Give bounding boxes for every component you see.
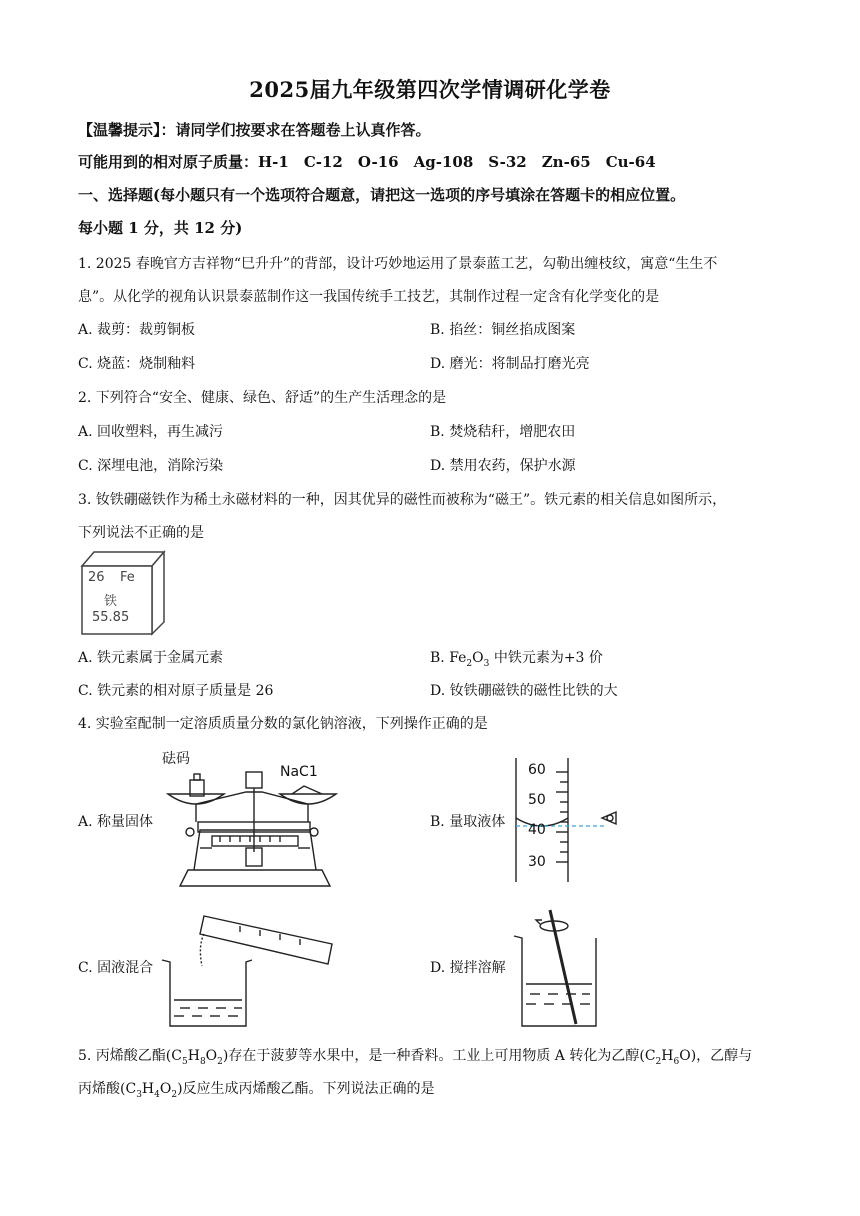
weight-label: 砝码 <box>162 751 190 767</box>
cylinder-drawing <box>506 756 626 884</box>
q3-option-b: B. $Fe_2O_3$ 中铁元素为+3 价 <box>430 650 603 669</box>
q3-stem-line1: 3. 钕铁硼磁铁作为稀土永磁材料的一种，因其优异的磁性而被称为“磁王”。铁元素的相关信息如图所示， <box>78 492 727 508</box>
q4-option-c: C. 固液混合 <box>78 960 154 976</box>
section-heading-line2: 每小题 1 分，共 12 分) <box>78 219 243 237</box>
q4-stem: 4. 实验室配制一定溶质质量分数的氯化钠溶液，下列操作正确的是 <box>78 716 488 732</box>
q3-option-a: A. 铁元素属于金属元素 <box>78 650 224 666</box>
q1-option-d: D. 磨光：将制品打磨光亮 <box>430 356 590 372</box>
q4-option-a: A. 称量固体 <box>78 814 154 830</box>
cylinder-figure <box>506 756 626 884</box>
exam-title: 2025届九年级第四次学情调研化学卷 <box>249 77 611 102</box>
element-atomic-number: 26 <box>88 570 105 585</box>
cylinder-tick-50: 50 <box>528 792 546 808</box>
balance-figure <box>160 748 340 890</box>
q4-option-b: B. 量取液体 <box>430 814 506 830</box>
element-symbol: Fe <box>120 570 135 585</box>
q3-option-c: C. 铁元素的相对原子质量是 26 <box>78 683 274 699</box>
q1-option-a: A. 裁剪：裁剪铜板 <box>78 322 196 338</box>
q1-stem-line2: 息”。从化学的视角认识景泰蓝制作这一我国传统手工技艺，其制作过程一定含有化学变化的是 <box>78 289 660 305</box>
q1-option-c: C. 烧蓝：烧制釉料 <box>78 356 196 372</box>
pouring-figure <box>160 904 340 1030</box>
q2-option-d: D. 禁用农药，保护水源 <box>430 458 576 474</box>
q2-option-c: C. 深埋电池，消除污染 <box>78 458 224 474</box>
pouring-drawing <box>160 904 340 1030</box>
nacl-label: NaC1 <box>280 764 318 780</box>
q2-option-b: B. 焚烧秸秆，增肥农田 <box>430 424 576 440</box>
element-name: 铁 <box>104 594 118 609</box>
element-cell-figure <box>80 548 166 636</box>
q3-option-d: D. 钕铁硼磁铁的磁性比铁的大 <box>430 683 618 699</box>
cylinder-tick-30: 30 <box>528 854 546 870</box>
stirring-figure <box>510 906 610 1030</box>
q3-stem-line2: 下列说法不正确的是 <box>78 525 204 541</box>
q5-stem-line2: 丙烯酸$(C_3H_4O_2)$反应生成丙烯酸乙酯。下列说法正确的是 <box>78 1081 435 1100</box>
q4-option-d: D. 搅拌溶解 <box>430 960 506 976</box>
q1-stem-line1: 1. 2025 春晚官方吉祥物“巳升升”的背部，设计巧妙地运用了景泰蓝工艺，勾勒出缠枝纹，寓意“生生不 <box>78 256 718 272</box>
element-mass: 55.85 <box>92 610 130 625</box>
q2-option-a: A. 回收塑料，再生减污 <box>78 424 224 440</box>
cylinder-tick-60: 60 <box>528 762 546 778</box>
q2-stem: 2. 下列符合“安全、健康、绿色、舒适”的生产生活理念的是 <box>78 390 447 406</box>
tip-text: 【温馨提示】：请同学们按要求在答题卷上认真作答。 <box>78 121 431 139</box>
section-heading-line1: 一、选择题(每小题只有一个选项符合题意，请把这一选项的序号填涂在答题卡的相应位置。 <box>78 186 686 204</box>
q5-stem-line1: 5. 丙烯酸乙酯$(C_5H_8O_2)$存在于菠萝等水果中，是一种香料。工业上可用物质 A 转化为乙醇$(C_2H_6O)$，乙醇与 <box>78 1048 753 1067</box>
atomic-mass-text: 可能用到的相对原子质量：H-1 C-12 O-16 Ag-108 S-32 Zn-65 Cu-64 <box>78 153 656 171</box>
q1-option-b: B. 掐丝：铜丝掐成图案 <box>430 322 576 338</box>
cylinder-tick-40: 40 <box>528 822 546 838</box>
stirring-drawing <box>510 906 610 1030</box>
